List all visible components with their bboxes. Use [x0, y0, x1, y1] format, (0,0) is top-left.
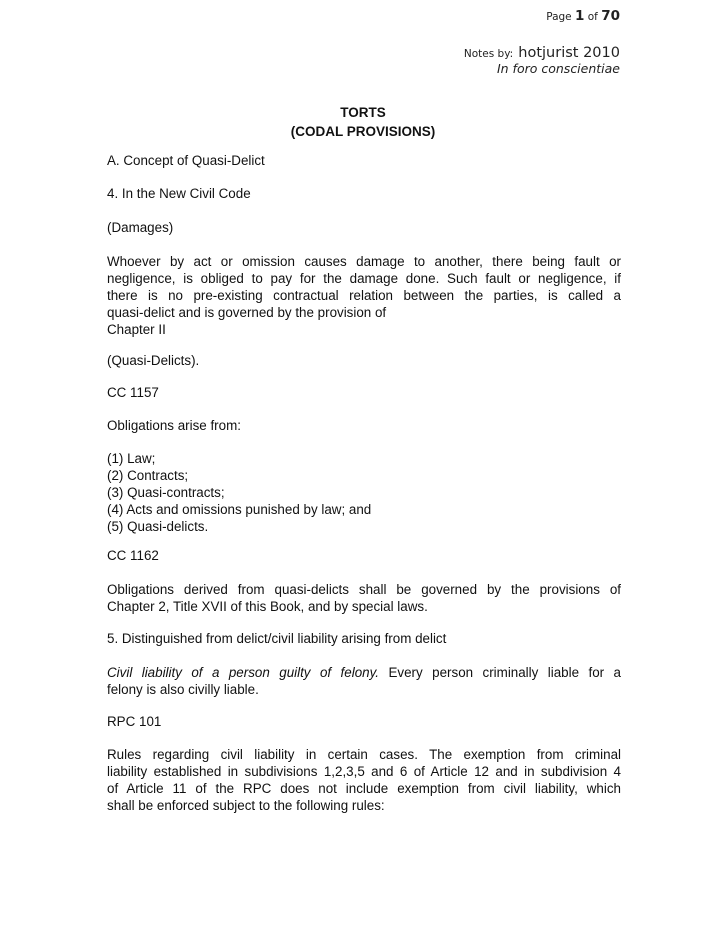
list-item: (2) Contracts; [107, 468, 189, 483]
sources-list [107, 450, 621, 535]
paragraph-line: there is no pre-existing contractual relation between the parties, is called a [107, 288, 621, 303]
paragraph-quasi-delict-obligations [107, 581, 621, 615]
quasi-delicts-heading: (Quasi-Delicts). [107, 353, 200, 368]
page-indicator [546, 8, 620, 24]
list-item: (3) Quasi-contracts; [107, 485, 225, 500]
article-cc-1157: CC 1157 [107, 385, 159, 400]
paragraph-damages [107, 253, 621, 338]
paragraph-line: Obligations derived from quasi-delicts shall be governed by the provisions of [107, 582, 621, 597]
article-cc-1162: CC 1162 [107, 548, 159, 563]
list-item: (5) Quasi-delicts. [107, 519, 209, 534]
paragraph-line: liability established in subdivisions 1,2,3,5 and 6 of Article 12 and in subdivision 4 [107, 764, 621, 779]
paragraph-line [107, 664, 621, 681]
paragraph-civil-liability [107, 664, 621, 698]
obligations-arise: Obligations arise from: [107, 418, 241, 433]
page-word: Page [546, 11, 572, 23]
title-line-2: (CODAL PROVISIONS) [290, 124, 436, 139]
rules-lead: Rules regarding civil liability in certain cases. [107, 747, 418, 762]
section-heading-a: A. Concept of Quasi-Delict [107, 153, 265, 168]
section-heading-5: 5. Distinguished from delict/civil liability arising from delict [107, 631, 447, 646]
article-rpc-101: RPC 101 [107, 714, 162, 729]
paragraph-line: shall be enforced subject to the following rules: [107, 798, 385, 813]
paragraph-rules [107, 746, 621, 814]
document-title [0, 103, 728, 141]
rules-rest: The exemption from criminal [417, 747, 621, 762]
lead-rest: Every person criminally liable for a [379, 665, 621, 680]
paragraph-line: Chapter 2, Title XVII of this Book, and by special laws. [107, 599, 428, 614]
paragraph-line: felony is also civilly liable. [107, 682, 259, 697]
notes-by [464, 42, 620, 61]
section-heading-4: 4. In the New Civil Code [107, 186, 251, 201]
notes-author: hotjurist 2010 [518, 45, 620, 61]
page-number: 1 [574, 8, 585, 24]
paragraph-line: Whoever by act or omission causes damage to another, there being fault or [107, 254, 621, 269]
paragraph-line: of Article 11 of the RPC does not include exemption from civil liability, which [107, 781, 621, 796]
notes-prefix: Notes by: [463, 48, 514, 60]
italic-lead: Civil liability of a person guilty of felony. [107, 665, 380, 680]
paragraph-line [107, 746, 621, 763]
title-line-1: TORTS [340, 105, 386, 120]
motto: In foro conscientiae [496, 61, 620, 76]
page-total: 70 [601, 8, 620, 24]
list-item: (1) Law; [107, 451, 156, 466]
of-word: of [587, 11, 598, 23]
damages-heading: (Damages) [107, 220, 174, 235]
paragraph-line: Chapter II [107, 322, 166, 337]
paragraph-line: quasi-delict and is governed by the provision of [107, 305, 387, 320]
paragraph-line: negligence, is obliged to pay for the damage done. Such fault or negligence, if [107, 271, 621, 286]
list-item: (4) Acts and omissions punished by law; and [107, 502, 372, 517]
